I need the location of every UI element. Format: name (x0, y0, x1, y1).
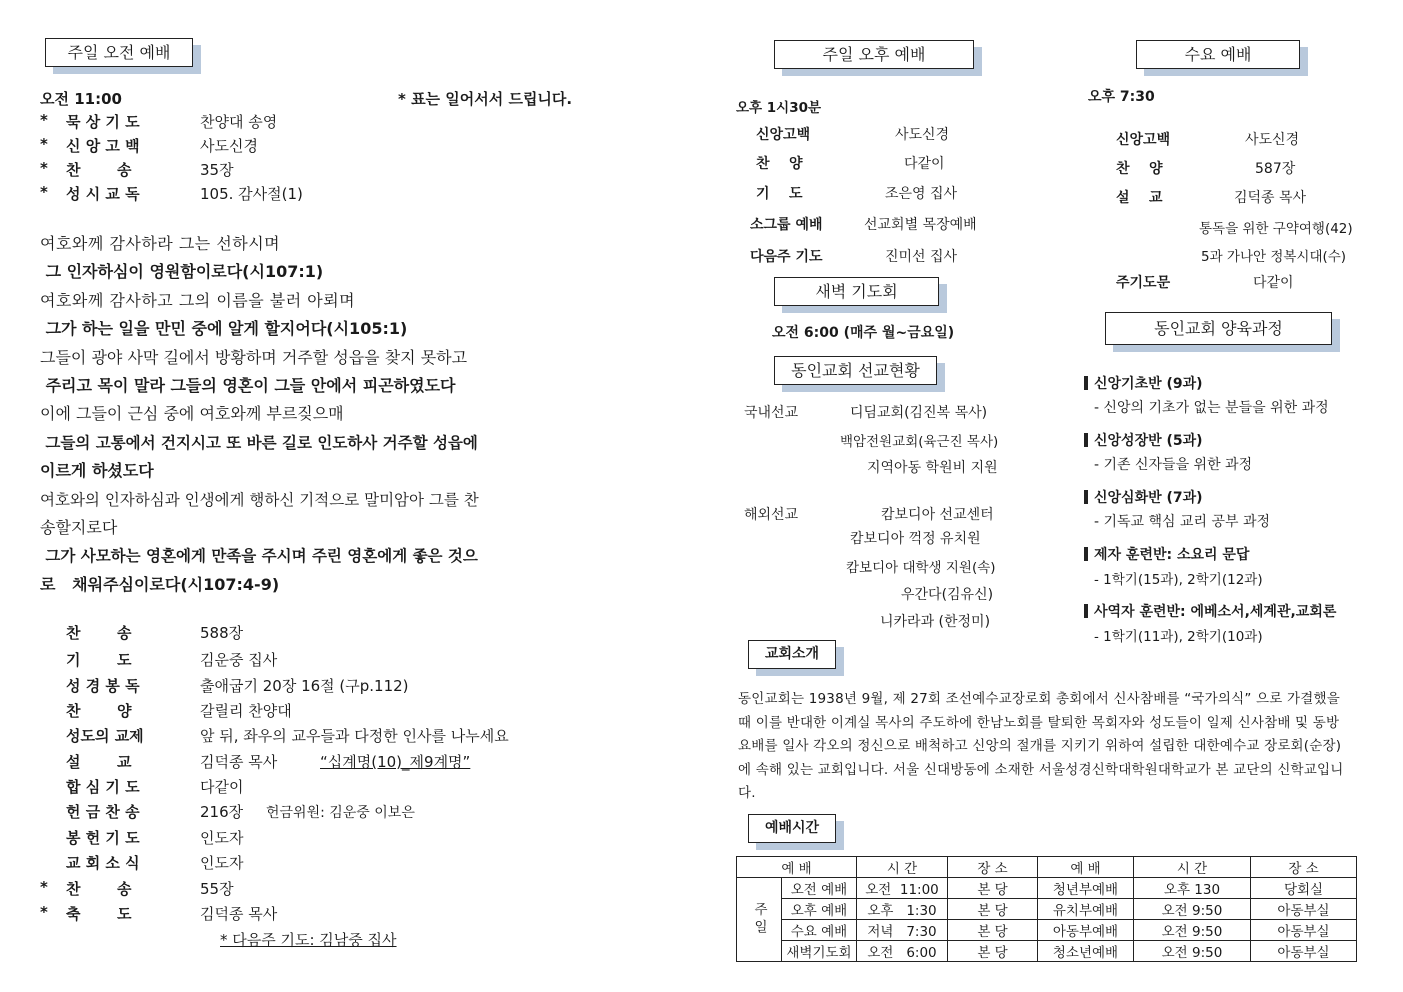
order-label: 합 심 기 도 (66, 778, 140, 796)
reading-line: 그 인자하심이 영원함이로다(시107:1) (40, 262, 324, 282)
table-cell: 저녁 7:30 (857, 920, 948, 941)
table-cell: 청년부예배 (1038, 878, 1134, 899)
order-label: 성 경 봉 독 (66, 677, 140, 695)
table-cell: 오전 11:00 (857, 878, 948, 899)
table-cell: 본 당 (948, 920, 1038, 941)
row-label: 설 교 (1116, 190, 1163, 206)
order-label: 성도의 교제 (66, 727, 144, 745)
order-mark: * (40, 159, 48, 177)
order-mark: * (40, 111, 48, 129)
course-name (1084, 373, 1203, 393)
course-desc: - 신앙의 기초가 없는 분들을 위한 과정 (1094, 400, 1329, 416)
lords-prayer-value: 다같이 (1253, 275, 1294, 291)
order-value: 앞 뒤, 좌우의 교우들과 다정한 인사를 나누세요 (200, 727, 509, 745)
table-header: 예 배 (737, 857, 857, 878)
table-header: 예 배 (1038, 857, 1134, 878)
reading-line: 송할지로다 (40, 518, 118, 538)
row-value: 587장 (1255, 161, 1296, 177)
order-label: 찬 송 (66, 880, 132, 898)
reading-line: 그가 사모하는 영혼에게 만족을 주시며 주린 영혼에게 좋은 것으 (40, 547, 478, 566)
row-value: 김덕종 목사 (1234, 190, 1307, 206)
reading-line: 그들의 고통에서 건지시고 또 바른 길로 인도하사 거주할 성읍에 (40, 433, 478, 452)
sermon-title: “십계명(10)_제9계명” (320, 753, 471, 771)
order-label: 축 도 (66, 905, 132, 923)
table-cell: 본 당 (948, 899, 1038, 920)
mission-title: 동인교회 선교현황 (774, 356, 937, 385)
table-cell: 오전 9:50 (1134, 920, 1251, 941)
reading-line: 여호와께 감사하라 그는 선하시며 (40, 234, 281, 253)
order-value: 찬양대 송영 (200, 113, 278, 131)
table-cell: 오전 예배 (782, 878, 857, 899)
course-desc: - 1학기(11과), 2학기(10과) (1094, 629, 1263, 645)
row-label: 신앙고백 (1116, 132, 1171, 148)
order-value: 35장 (200, 161, 234, 179)
reading-line: 이르게 하셨도다 (40, 461, 154, 481)
lords-prayer-label: 주기도문 (1116, 275, 1171, 291)
order-label: 찬 송 (66, 161, 132, 179)
dawn-prayer-time: 오전 6:00 (매주 월~금요일) (772, 325, 955, 341)
table-cell: 아동부실 (1251, 899, 1357, 920)
table-row (737, 920, 1357, 941)
table-row (737, 899, 1357, 920)
table-cell: 아동부예배 (1038, 920, 1134, 941)
order-mark: * (40, 878, 48, 896)
order-label: 신 앙 고 백 (66, 137, 140, 155)
table-cell: 본 당 (948, 941, 1038, 962)
table-cell: 오전 9:50 (1134, 899, 1251, 920)
reading-line: 로 채워주심이로다(시107:4-9) (40, 574, 280, 594)
order-value: 출애굽기 20장 16절 (구p.112) (200, 677, 409, 695)
table-row (737, 878, 1357, 899)
row-value: 사도신경 (1245, 132, 1300, 148)
order-label: 묵 상 기 도 (66, 113, 140, 131)
church-intro-text: 동인교회는 1938년 9월, 제 27회 조선예수교장로회 총회에서 신사참배를 “국가의식” 으로 가결했을 때 이를 반대한 이계실 목사의 주도하에 한남노회를 탈퇴한 목회자와 성도들이 일제 신사참배 및 동방요배를 일사 각오의 정신으로 배척하고 신앙의 절개를 지키기 위하여 설립한 대한예수교 장로회(순장)에 속해 있는 교회입니다. 서울 신대방동에 소재한 서울성경신학대학원대학교가 본 교단의 신학교입니다. (738, 691, 1344, 801)
table-cell: 오전 6:00 (857, 941, 948, 962)
mission-item: 우간다(김유신) (901, 587, 994, 603)
order-value: 김덕종 목사 (200, 753, 278, 771)
row-value: 조은영 집사 (885, 186, 958, 202)
row-label: 다음주 기도 (750, 249, 823, 265)
reading-line: 그들이 광야 사막 길에서 방황하며 거주할 성읍을 찾지 못하고 (40, 347, 468, 367)
mission-item: 캄보디아 선교센터 (881, 507, 994, 523)
order-label: 성 시 교 독 (66, 185, 140, 203)
course-name-text: 신앙심화반 (7과) (1094, 490, 1203, 506)
reading-line: 주리고 목이 말라 그들의 영혼이 그들 안에서 피곤하였도다 (40, 376, 456, 396)
course-name (1084, 601, 1336, 621)
responsive-reading (40, 230, 620, 599)
row-value: 사도신경 (895, 127, 950, 143)
church-intro-title: 교회소개 (748, 640, 836, 669)
table-header-row (737, 857, 1357, 878)
order-value: 55장 (200, 880, 234, 898)
reading-line: 이에 그들이 근심 중에 여호와께 부르짖으매 (40, 404, 344, 424)
row-value: 선교회별 목장예배 (864, 217, 977, 233)
course-desc: - 기존 신자들을 위한 과정 (1094, 457, 1253, 473)
domestic-mission-label: 국내선교 (744, 405, 799, 421)
morning-time: 오전 11:00 (40, 90, 122, 108)
row-label: 찬 양 (756, 156, 803, 172)
table-row (737, 941, 1357, 962)
mission-item: 백암전원교회(육근진 목사) (840, 434, 999, 450)
dawn-prayer-title: 새벽 기도회 (774, 277, 939, 306)
order-value: 105. 감사절(1) (200, 185, 303, 203)
table-cell: 아동부실 (1251, 920, 1357, 941)
order-value: 인도자 (200, 854, 244, 872)
course-name-text: 신앙기초반 (9과) (1094, 376, 1203, 392)
table-cell: 청소년예배 (1038, 941, 1134, 962)
order-value: 사도신경 (200, 137, 258, 155)
table-cell: 오전 9:50 (1134, 941, 1251, 962)
table-cell: 새벽기도회 (782, 941, 857, 962)
course-name (1084, 487, 1203, 507)
table-cell: 오후 예배 (782, 899, 857, 920)
worship-schedule-table (736, 856, 1357, 962)
offering-staff: 헌금위원: 김운중 이보은 (266, 805, 415, 821)
bullet-icon (1084, 604, 1088, 618)
order-mark: * (40, 135, 48, 153)
order-value: 216장 (200, 803, 244, 821)
order-label: 찬 양 (66, 702, 132, 720)
afternoon-time: 오후 1시30분 (736, 100, 822, 116)
table-cell: 당회실 (1251, 878, 1357, 899)
table-cell: 오후 130 (1134, 878, 1251, 899)
table-header: 장 소 (1251, 857, 1357, 878)
order-value: 김운중 집사 (200, 651, 278, 669)
morning-service-title: 주일 오전 예배 (45, 38, 193, 67)
afternoon-service-title: 주일 오후 예배 (774, 40, 974, 69)
reading-line: 여호와께 감사하고 그의 이름을 불러 아뢰며 (40, 290, 356, 310)
row-value: 진미선 집사 (885, 249, 958, 265)
mission-item: 캄보디아 꺽정 유치원 (850, 531, 981, 547)
order-label: 찬 송 (66, 624, 132, 642)
order-label: 기 도 (66, 651, 132, 669)
bullet-icon (1084, 547, 1088, 561)
course-desc: - 1학기(15과), 2학기(12과) (1094, 572, 1263, 588)
training-title: 동인교회 양육과정 (1105, 312, 1332, 345)
overseas-mission-label: 해외선교 (744, 507, 799, 523)
table-cell: 수요 예배 (782, 920, 857, 941)
course-name (1084, 544, 1249, 564)
table-side-label: 주일 (737, 878, 782, 962)
table-header: 시 간 (1134, 857, 1251, 878)
order-mark: * (40, 903, 48, 921)
course-name-text: 제자 훈련반: 소요리 문답 (1094, 547, 1250, 563)
schedule-title: 예배시간 (748, 814, 836, 843)
table-cell: 오후 1:30 (857, 899, 948, 920)
wednesday-time: 오후 7:30 (1088, 89, 1155, 105)
order-value: 갈릴리 찬양대 (200, 702, 292, 720)
wednesday-sermon-series: 통독을 위한 구약여행(42) (1199, 221, 1353, 237)
bullet-icon (1084, 376, 1088, 390)
row-value: 다같이 (904, 156, 945, 172)
bullet-icon (1084, 490, 1088, 504)
reading-line: 여호와의 인자하심과 인생에게 행하신 기적으로 말미암아 그를 찬 (40, 490, 479, 509)
course-name-text: 사역자 훈련반: 에베소서,세계관,교회론 (1094, 604, 1337, 620)
order-value: 김덕종 목사 (200, 905, 278, 923)
order-value: 다같이 (200, 778, 244, 796)
order-value: 588장 (200, 624, 244, 642)
row-label: 기 도 (756, 186, 803, 202)
row-label: 신앙고백 (756, 127, 811, 143)
table-cell: 본 당 (948, 878, 1038, 899)
wednesday-sermon-lesson: 5과 가나안 정복시대(수) (1201, 249, 1347, 265)
course-desc: - 기독교 핵심 교리 공부 과정 (1094, 514, 1271, 530)
table-cell: 아동부실 (1251, 941, 1357, 962)
mission-item: 디딤교회(김진복 목사) (850, 405, 988, 421)
mission-item: 지역아동 학원비 지원 (867, 460, 998, 476)
table-cell: 유치부예배 (1038, 899, 1134, 920)
row-label: 찬 양 (1116, 161, 1163, 177)
order-value: 인도자 (200, 829, 244, 847)
course-name (1084, 430, 1203, 450)
row-label: 소그룹 예배 (750, 217, 823, 233)
next-week-prayer: * 다음주 기도: 김남중 집사 (220, 931, 397, 949)
order-label: 봉 헌 기 도 (66, 829, 140, 847)
reading-line: 그가 하는 일을 만민 중에 알게 할지어다(시105:1) (40, 319, 408, 339)
standing-note: * 표는 일어서서 드립니다. (398, 90, 573, 108)
wednesday-service-title: 수요 예배 (1136, 40, 1300, 69)
table-header: 장 소 (948, 857, 1038, 878)
course-name-text: 신앙성장반 (5과) (1094, 433, 1203, 449)
mission-item: 니카라과 (한정미) (880, 614, 991, 630)
table-header: 시 간 (857, 857, 948, 878)
bullet-icon (1084, 433, 1088, 447)
mission-item: 캄보디아 대학생 지원(속) (846, 560, 996, 576)
order-label: 설 교 (66, 753, 132, 771)
order-label: 헌 금 찬 송 (66, 803, 140, 821)
order-label: 교 회 소 식 (66, 854, 140, 872)
order-mark: * (40, 183, 48, 201)
